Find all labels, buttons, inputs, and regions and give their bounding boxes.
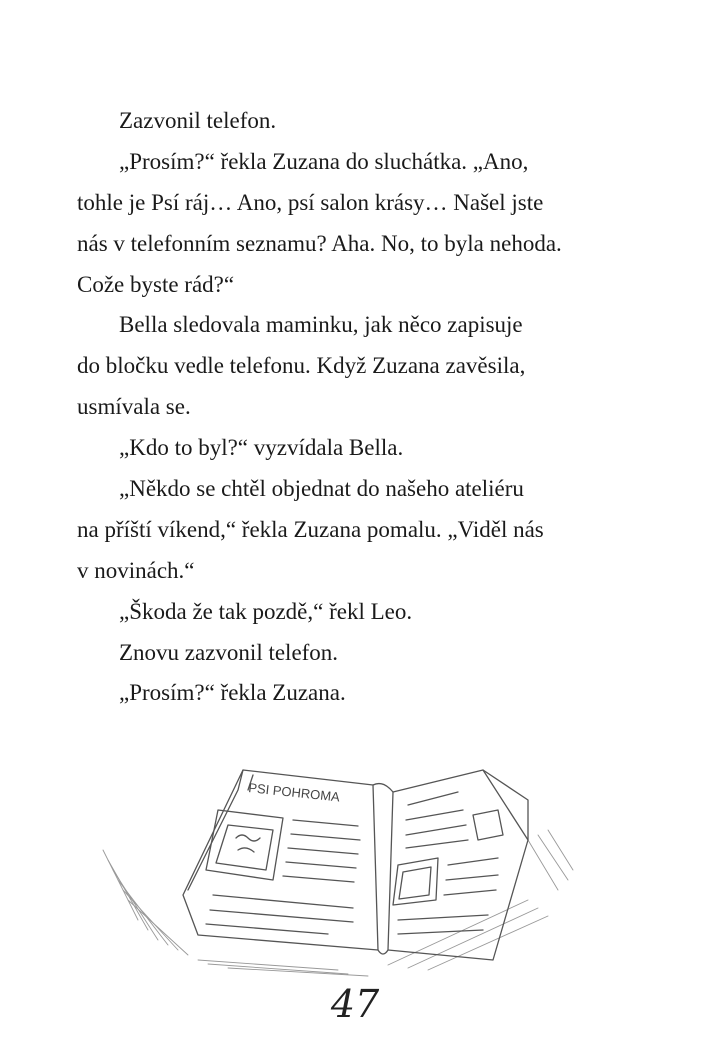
- text-line: „Prosím?“ řekla Zuzana do sluchátka. „Ano,: [119, 148, 529, 174]
- text-line: Cože byste rád?“: [77, 271, 235, 297]
- text-line: tohle je Psí ráj… Ano, psí salon krásy… Našel jste: [77, 189, 544, 215]
- text-line: do bločku vedle telefonu. Když Zuzana zavěsila,: [77, 353, 526, 379]
- text-line: Znovu zazvonil telefon.: [119, 639, 339, 665]
- text-line: Zazvonil telefon.: [119, 108, 277, 133]
- open-newspaper-sketch-icon: [88, 730, 588, 980]
- body-text: [77, 101, 637, 714]
- text-line: „Prosím?“ řekla Zuzana.: [119, 680, 346, 706]
- text-line: „Kdo to byl?“ vyzvídala Bella.: [119, 435, 404, 461]
- text-line: nás v telefonním seznamu? Aha. No, to byla nehoda.: [77, 230, 562, 256]
- text-line: „Někdo se chtěl objednat do našeho ateliéru: [119, 476, 524, 502]
- text-line: v novinách.“: [77, 557, 195, 583]
- text-line: usmívala se.: [77, 394, 191, 420]
- text-line: Bella sledovala maminku, jak něco zapisuje: [119, 312, 523, 338]
- newspaper-headline: PSI POHROMA: [247, 780, 341, 805]
- text-line: „Škoda že tak pozdě,“ řekl Leo.: [119, 598, 413, 624]
- page-number: 47: [330, 982, 380, 1026]
- text-line: na příští víkend,“ řekla Zuzana pomalu. „Viděl nás: [77, 516, 544, 542]
